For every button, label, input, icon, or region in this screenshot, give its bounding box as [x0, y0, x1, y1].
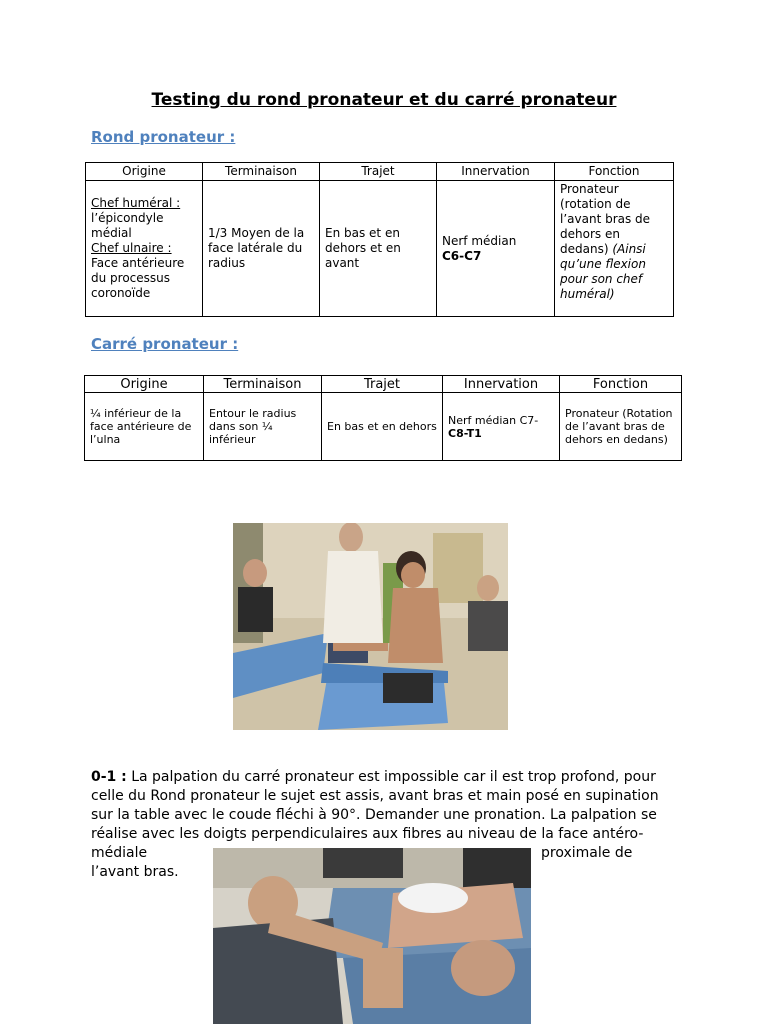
table-header-row — [85, 376, 682, 393]
innervation-roots: C8-T1 — [448, 426, 482, 440]
chef-ulnaire-label: Chef ulnaire : — [91, 241, 172, 255]
column-header-innervation: Innervation — [437, 163, 555, 181]
innervation-text: Nerf médian C7- — [448, 413, 539, 427]
page-title: Testing du rond pronateur et du carré pronateur — [151, 90, 617, 110]
paragraph-text-end: l’avant bras. — [91, 864, 179, 880]
section-heading-rond-pronateur: Rond pronateur : — [91, 128, 236, 146]
cell-fonction: Pronateur (Rotation de l’avant bras de dehors en dedans) — [560, 393, 682, 461]
column-header-terminaison: Terminaison — [204, 376, 322, 393]
rond-pronateur-table — [85, 162, 674, 317]
cell-terminaison: Entour le radius dans son ¼ inférieur — [204, 393, 322, 461]
table-row — [85, 393, 682, 461]
photo-lying-palpation — [213, 848, 531, 1024]
innervation-text: Nerf médian — [442, 233, 517, 248]
column-header-origine: Origine — [86, 163, 203, 181]
column-header-terminaison: Terminaison — [203, 163, 320, 181]
cell-trajet: En bas et en dehors — [322, 393, 443, 461]
fonction-text: Pronateur (rotation de l’avant bras de dehors en dedans) — [560, 182, 651, 256]
fonction-note: (Ainsi qu’une flexion pour son chef huméral) — [560, 242, 646, 301]
cell-innervation — [437, 181, 555, 317]
column-header-trajet: Trajet — [322, 376, 443, 393]
chef-humeral-text: l’épicondyle médial — [91, 211, 164, 240]
cell-origine — [86, 181, 203, 317]
paragraph-text: La palpation du carré pronateur est impossible car il est trop profond, pour celle du Rond pronateur le sujet est assis, avant bras et main posé en supination sur la table avec le coude fléchi à 90°. Demander une pronation. La palpation se réalise avec les doigts perpendiculaires aux fibres au niveau de la face antéro-médiale — [91, 769, 659, 861]
cell-innervation — [443, 393, 560, 461]
cell-terminaison: 1/3 Moyen de la face latérale du radius — [203, 181, 320, 317]
table-header-row — [86, 163, 674, 181]
section-heading-carre-pronateur: Carré pronateur : — [91, 335, 239, 353]
carre-pronateur-table — [84, 375, 682, 461]
cell-trajet: En bas et en dehors et en avant — [320, 181, 437, 317]
column-header-trajet: Trajet — [320, 163, 437, 181]
photo-seated-palpation — [233, 523, 508, 730]
chef-ulnaire-text: Face antérieure du processus coronoïde — [91, 256, 185, 300]
innervation-roots: C6-C7 — [442, 248, 482, 263]
chef-humeral-label: Chef huméral : — [91, 196, 181, 210]
column-header-fonction: Fonction — [555, 163, 674, 181]
table-row — [86, 181, 674, 317]
cell-origine: ¼ inférieur de la face antérieure de l’ulna — [85, 393, 204, 461]
column-header-origine: Origine — [85, 376, 204, 393]
column-header-fonction: Fonction — [560, 376, 682, 393]
cell-fonction — [555, 181, 674, 317]
column-header-innervation: Innervation — [443, 376, 560, 393]
grade-label: 0-1 : — [91, 769, 127, 785]
paragraph-text-right: proximale de — [541, 845, 633, 861]
